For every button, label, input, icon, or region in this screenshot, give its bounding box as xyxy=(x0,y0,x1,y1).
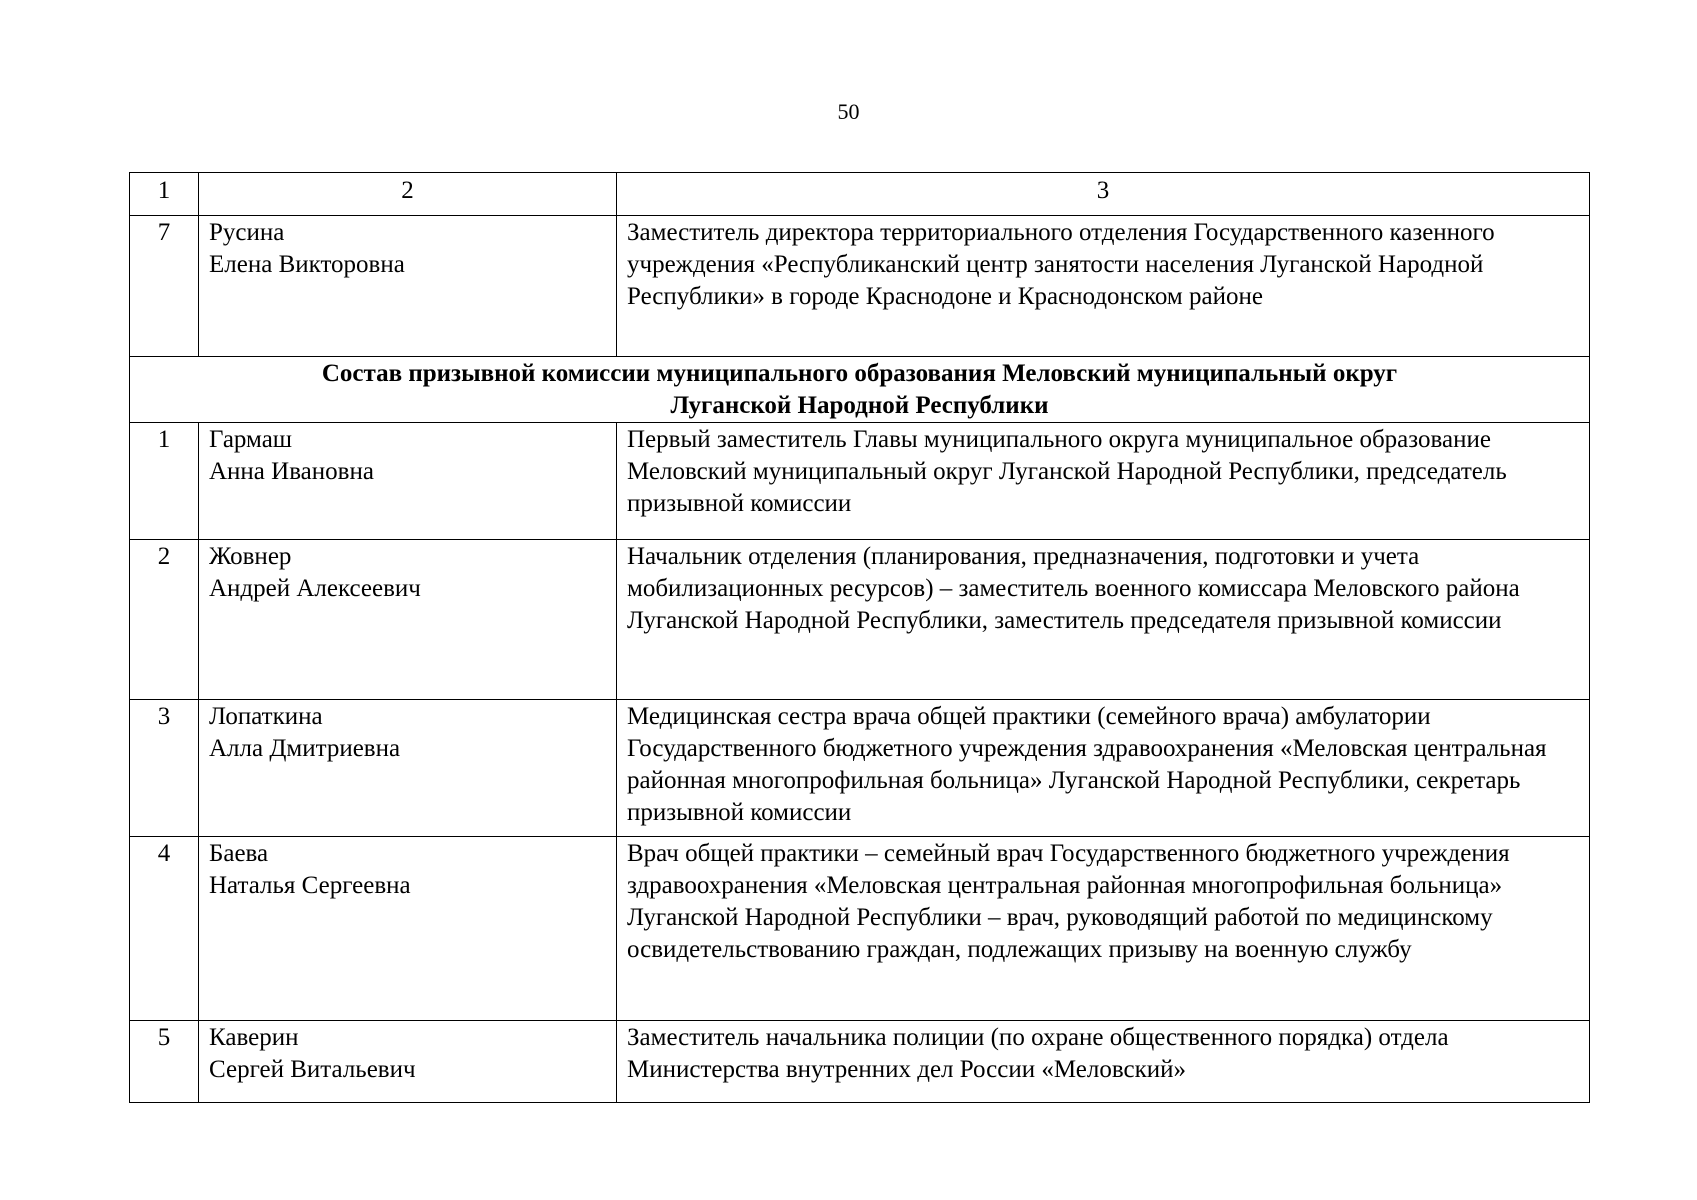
row-number: 5 xyxy=(130,1021,199,1103)
page-number: 50 xyxy=(837,99,860,124)
member-given-names: Анна Ивановна xyxy=(209,458,374,485)
member-surname: Лопаткина xyxy=(209,703,323,730)
section-header-row xyxy=(130,357,1590,423)
member-position: Заместитель начальника полиции (по охране общественного порядка) отдела Министерства внутренних дел России «Меловский» xyxy=(617,1021,1590,1103)
table-row xyxy=(130,837,1590,1021)
member-surname: Баева xyxy=(209,840,269,867)
member-given-names: Алла Дмитриевна xyxy=(209,735,401,762)
section-title-line: Луганской Народной Республики xyxy=(670,392,1049,419)
column-header: 2 xyxy=(199,173,617,216)
member-position: Начальник отделения (планирования, предназначения, подготовки и учета мобилизационных ресурсов) – заместитель военного комиссара Меловского района Луганской Народной Республики, заместитель председателя призывной комиссии xyxy=(617,540,1590,700)
table-header-row xyxy=(130,173,1590,216)
table-row xyxy=(130,1021,1590,1103)
member-surname: Русина xyxy=(209,219,285,246)
table-row xyxy=(130,700,1590,837)
member-name xyxy=(199,700,617,837)
member-name xyxy=(199,837,617,1021)
commission-table xyxy=(129,172,1590,1103)
row-number: 3 xyxy=(130,700,199,837)
member-position: Первый заместитель Главы муниципального округа муниципальное образование Меловский муниципальный округ Луганской Народной Республики, председатель призывной комиссии xyxy=(617,423,1590,540)
member-surname: Каверин xyxy=(209,1024,299,1051)
member-surname: Гармаш xyxy=(209,426,293,453)
member-name xyxy=(199,423,617,540)
section-title xyxy=(130,357,1590,423)
table-row xyxy=(130,216,1590,357)
member-surname: Жовнер xyxy=(209,543,292,570)
column-header: 1 xyxy=(130,173,199,216)
member-given-names: Андрей Алексеевич xyxy=(209,575,421,602)
row-number: 2 xyxy=(130,540,199,700)
table-row xyxy=(130,423,1590,540)
column-header: 3 xyxy=(617,173,1590,216)
member-given-names: Сергей Витальевич xyxy=(209,1056,416,1083)
member-name xyxy=(199,540,617,700)
row-number: 7 xyxy=(130,216,199,357)
member-name xyxy=(199,1021,617,1103)
table-row xyxy=(130,540,1590,700)
member-position: Медицинская сестра врача общей практики (семейного врача) амбулатории Государственного бюджетного учреждения здравоохранения «Меловская центральная районная многопрофильная больница» Луганской Народной Республики, секретарь призывной комиссии xyxy=(617,700,1590,837)
member-given-names: Наталья Сергеевна xyxy=(209,872,411,899)
row-number: 1 xyxy=(130,423,199,540)
section-title-line: Состав призывной комиссии муниципального образования Меловский муниципальный округ xyxy=(321,360,1398,387)
member-position: Врач общей практики – семейный врач Государственного бюджетного учреждения здравоохранения «Меловская центральная районная многопрофильная больница» Луганской Народной Республики – врач, руководящий работой по медицинскому освидетельствованию граждан, подлежащих призыву на военную службу xyxy=(617,837,1590,1021)
member-given-names: Елена Викторовна xyxy=(209,251,405,278)
member-name xyxy=(199,216,617,357)
member-position: Заместитель директора территориального отделения Государственного казенного учреждения «Республиканский центр занятости населения Луганской Народной Республики» в городе Краснодоне и Краснодонском районе xyxy=(617,216,1590,357)
row-number: 4 xyxy=(130,837,199,1021)
